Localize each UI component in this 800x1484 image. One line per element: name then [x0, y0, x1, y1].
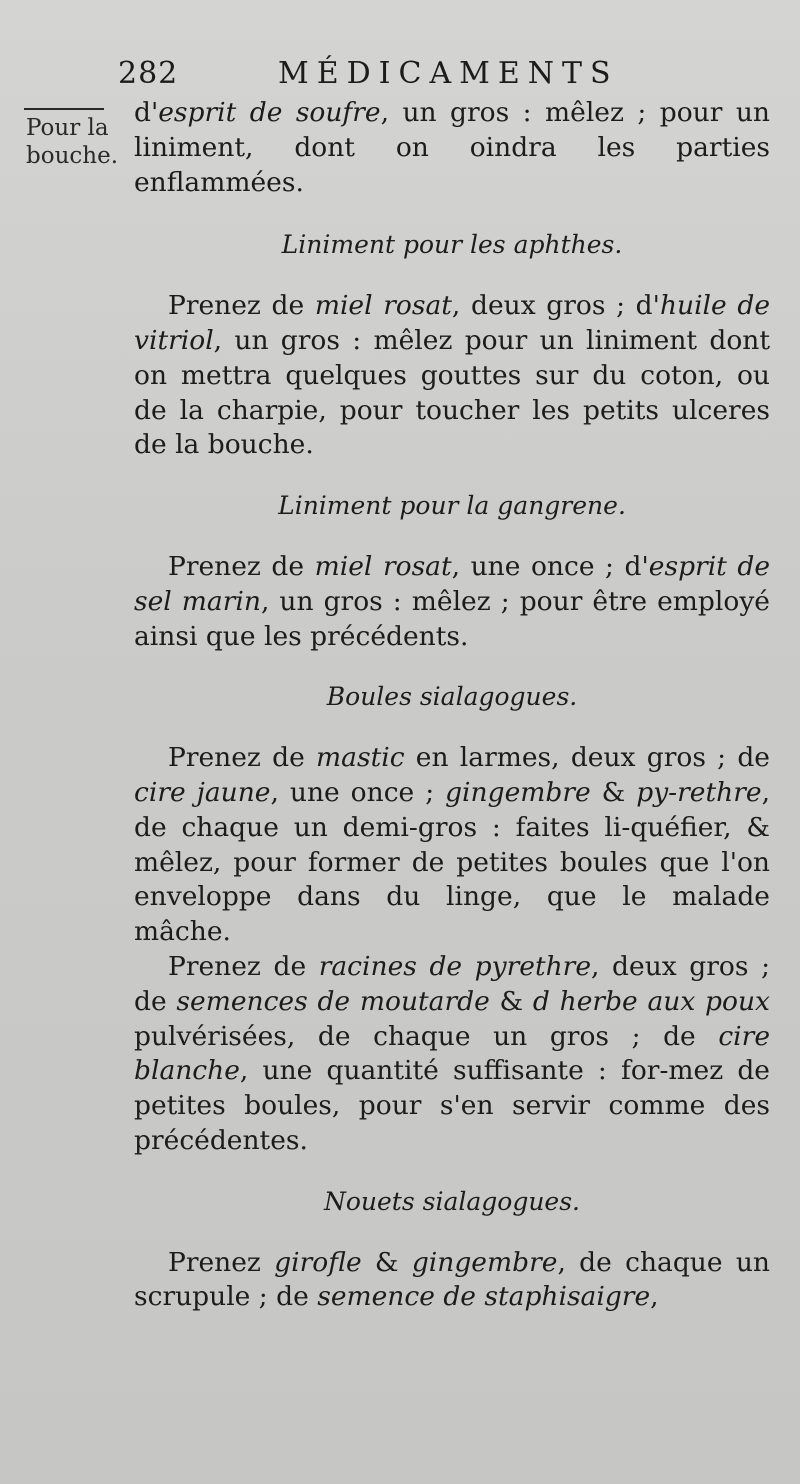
heading-liniment-aphthes: Liniment pour les aphthes. [281, 230, 623, 260]
running-head: MÉDICAMENTS [278, 56, 619, 91]
heading-liniment-gangrene: Liniment pour la gangrene. [278, 491, 626, 521]
paragraph-liniment-gangrene: Prenez de miel rosat, une once ; d'esprit de sel marin, un gros : mêlez ; pour être employé ainsi que les précédents. [134, 550, 771, 652]
continuation-paragraph: d'esprit de soufre, un gros : mêlez ; pour un liniment, dont on oindra les parties enflammées. [134, 97, 770, 198]
paragraph-nouets: Prenez girofle & gingembre, de chaque un scrupule ; de semence de staphisaigre, [134, 1246, 770, 1313]
margin-rule [24, 108, 104, 110]
margin-note: Pour la bouche. [26, 115, 118, 169]
paragraph-liniment-aphthes: Prenez de miel rosat, deux gros ; d'huile de vitriol, un gros : mêlez pour un liniment dont on mettra quelques gouttes sur du coton, ou de la charpie, pour toucher les petits ulceres de la bouche. [134, 290, 770, 461]
page-header [118, 56, 718, 100]
page-number: 282 [118, 56, 179, 91]
body-text [134, 96, 770, 1315]
heading-nouets-sialagogues: Nouets sialagogues. [323, 1186, 580, 1216]
paragraph-boules-1: Prenez de mastic en larmes, deux gros ; de cire jaune, une once ; gingembre & py-rethre, de chaque un demi-gros : faites li-quéfier, & mêlez, pour former de petites boules que l'on enveloppe dans du linge, que le malade mâche. [134, 742, 770, 948]
heading-boules-sialagogues: Boules sialagogues. [326, 682, 578, 712]
paragraph-boules-2: Prenez de racines de pyrethre, deux gros ; de semences de moutarde & d herbe aux poux pulvérisées, de chaque un gros ; de cire blanche, une quantité suffisante : for-mez de petites boules, pour s'en servir comme des précédentes. [134, 950, 770, 1156]
